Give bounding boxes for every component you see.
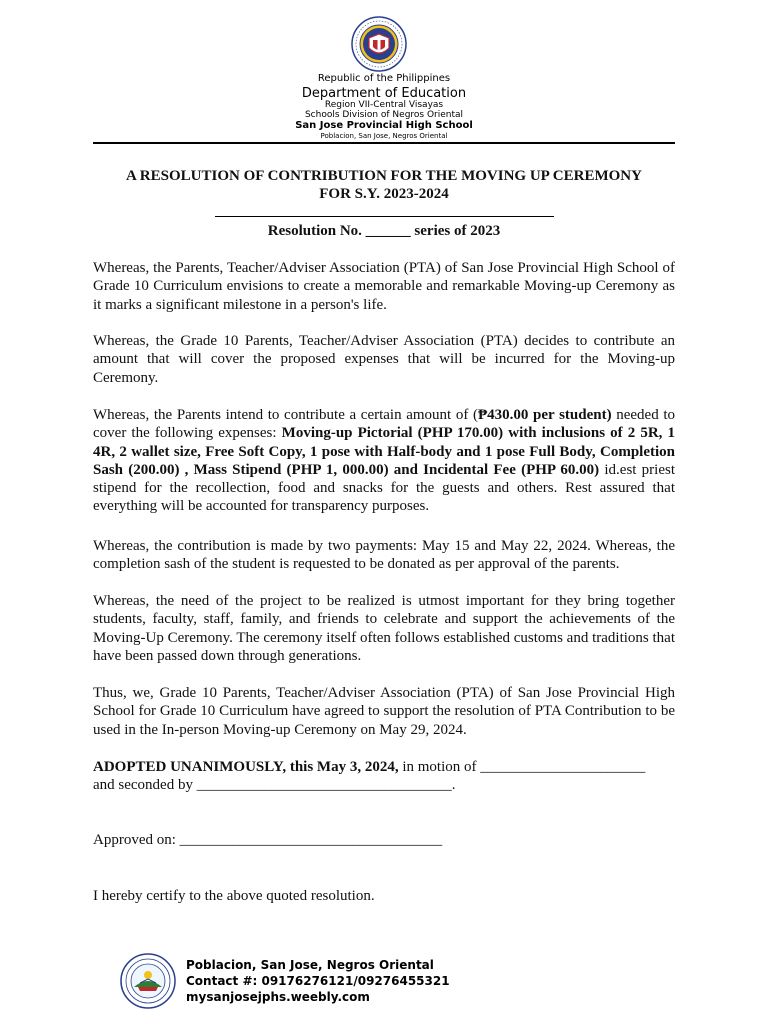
adopted-line — [93, 758, 675, 776]
title-line-1: A RESOLUTION OF CONTRIBUTION FOR THE MOVING UP CEREMONY — [126, 168, 642, 184]
paragraph-4: Whereas, the contribution is made by two payments: May 15 and May 22, 2024. Whereas, the completion sash of the student is requested to be donated as per approval of the parents. — [93, 538, 675, 573]
paragraph-6: Thus, we, Grade 10 Parents, Teacher/Adviser Association (PTA) of San Jose Provincial High School for Grade 10 Curriculum have agreed to support the resolution of PTA Contribution to be used in the In-person Moving-up Ceremony on May 29, 2024. — [93, 685, 675, 738]
paragraph-5: Whereas, the need of the project to be realized is utmost important for they bring together students, faculty, staff, family, and friends to celebrate and support the achievements of the Moving-Up Ceremony. The ceremony itself often follows established customs and traditions that have been passed down through generations. — [93, 593, 675, 664]
header-school-address: Poblacion, San Jose, Negros Oriental — [320, 132, 448, 140]
approved-line: Approved on: ___________________________________ — [93, 832, 443, 848]
p3-expenses: Moving-up Pictorial (PHP 170.00) with inclusions of 2 5R, 1 4R, 2 wallet size, Free Soft Copy, 1 pose with Half-body and 1 pose Full Body, Completion Sash (200.00) , Mass Stipend (PHP 1, 000.00) and Incidental Fee (PHP 60.00) — [93, 425, 675, 478]
header-region: Region VII-Central Visayas — [324, 100, 444, 110]
paragraph-2: Whereas, the Grade 10 Parents, Teacher/Adviser Association (PTA) decides to contribute an amount that will cover the proposed expenses that will be incurred for the Moving-up Ceremony. — [93, 333, 675, 386]
p3-amount: ₱430.00 per student) — [478, 407, 612, 423]
header-republic: Republic of the Philippines — [317, 73, 451, 84]
seconded-line: and seconded by __________________________________. — [93, 777, 456, 793]
header-division: Schools Division of Negros Oriental — [304, 110, 464, 120]
title-line-2: FOR S.Y. 2023-2024 — [319, 186, 449, 202]
adopted-bold: ADOPTED UNANIMOUSLY, this May 3, 2024, — [93, 759, 399, 775]
deped-seal-logo — [351, 16, 407, 72]
resolution-number: Resolution No. ______ series of 2023 — [267, 223, 501, 239]
school-seal-logo — [120, 953, 176, 1009]
footer-website[interactable]: mysanjosejphs.weebly.com — [186, 990, 370, 1004]
adopted-motion: in motion of ______________________ — [398, 759, 646, 775]
p3-tail: id.est priest stipend for the recollection, food and snacks for the guests and others. Rest assured that everything will be accounted for transparency purposes. — [93, 461, 675, 515]
p3-intro: Whereas, the Parents intend to contribute a certain amount of ( — [93, 407, 478, 423]
header-department: Department of Education — [301, 86, 467, 101]
header-school-name: San Jose Provincial High School — [295, 120, 473, 131]
certify-line: I hereby certify to the above quoted resolution. — [93, 888, 375, 904]
paragraph-1: Whereas, the Parents, Teacher/Adviser Association (PTA) of San Jose Provincial High School of Grade 10 Curriculum envisions to create a memorable and remarkable Moving-up Ceremony as it marks a significant milestone in a person's life. — [93, 260, 675, 313]
header-divider — [93, 142, 675, 144]
title-underline — [215, 216, 554, 217]
p3-mid: needed to cover the following expenses: — [93, 407, 676, 442]
footer-address: Poblacion, San Jose, Negros Oriental — [186, 958, 434, 972]
document-title — [93, 167, 675, 203]
footer-contact: Contact #: 09176276121/09276455321 — [186, 974, 450, 988]
paragraph-3 — [93, 406, 675, 516]
